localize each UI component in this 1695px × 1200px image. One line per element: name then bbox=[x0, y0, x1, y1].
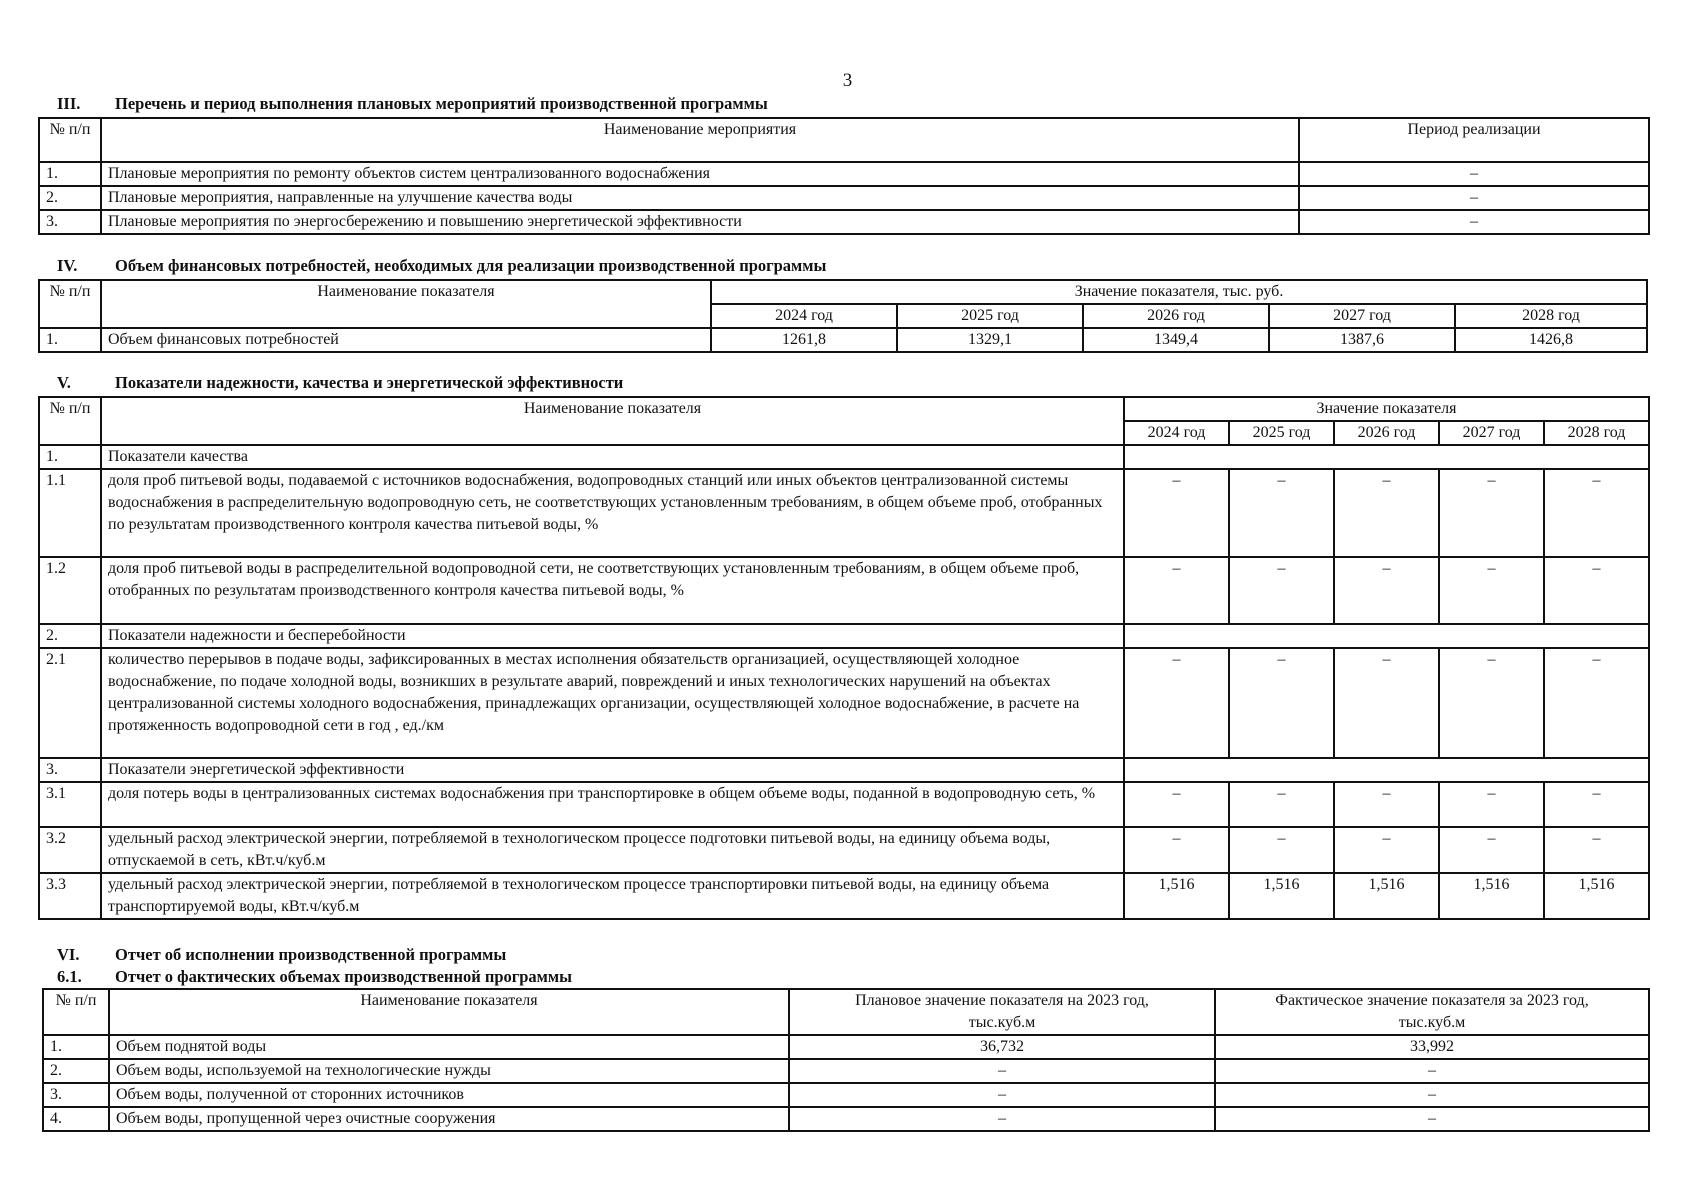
row-value: 1329,1 bbox=[897, 328, 1083, 352]
col-header-no: № п/п bbox=[39, 397, 101, 445]
row-name: количество перерывов в подаче воды, зафиксированных в местах исполнения обязательств организацией, осуществляющей холодное водоснабжение, по подаче холодной воды, возникших в результате аварий, повреждений и иных технологических нарушений на объектах централизованной системы холодного водоснабжения, принадлежащих организации, осуществляющей холодное водоснабжение, в расчете на протяженность водопроводной сети в год , ед./км bbox=[101, 648, 1124, 758]
col-header-fact: Фактическое значение показателя за 2023 год, тыс.куб.м bbox=[1215, 989, 1649, 1035]
row-period: – bbox=[1299, 186, 1649, 210]
row-value: 1,516 bbox=[1124, 873, 1229, 919]
row-no: 1. bbox=[39, 328, 101, 352]
table-row bbox=[39, 827, 1649, 873]
row-value: – bbox=[1124, 648, 1229, 758]
row-empty bbox=[1124, 758, 1649, 782]
row-value: – bbox=[1544, 782, 1649, 827]
col-header-no: № п/п bbox=[39, 118, 101, 162]
col-header-value: Значение показателя bbox=[1124, 397, 1649, 421]
section-6-1-number: 6.1. bbox=[57, 967, 82, 986]
row-value: – bbox=[1124, 782, 1229, 827]
row-value: – bbox=[1229, 557, 1334, 624]
row-name: Плановые мероприятия по энергосбережению и повышению энергетической эффективности bbox=[101, 210, 1299, 234]
row-value: – bbox=[1229, 827, 1334, 873]
table-row bbox=[43, 1107, 1649, 1131]
row-name: Объем воды, полученной от сторонних источников bbox=[109, 1083, 789, 1107]
col-header-year: 2026 год bbox=[1083, 304, 1269, 328]
row-no: 2. bbox=[39, 624, 101, 648]
row-value: – bbox=[1229, 782, 1334, 827]
row-value: – bbox=[1439, 782, 1544, 827]
row-no: 3.2 bbox=[39, 827, 101, 873]
section-4-heading: Объем финансовых потребностей, необходимых для реализации производственной программы bbox=[115, 256, 827, 275]
section-6-1-title bbox=[57, 967, 572, 987]
row-no: 2.1 bbox=[39, 648, 101, 758]
row-no: 1. bbox=[39, 445, 101, 469]
table-group-row bbox=[39, 624, 1649, 648]
row-no: 3.1 bbox=[39, 782, 101, 827]
section-4-number: IV. bbox=[57, 256, 78, 275]
row-value: – bbox=[1439, 648, 1544, 758]
row-no: 2. bbox=[43, 1059, 109, 1083]
col-header-year: 2025 год bbox=[1229, 421, 1334, 445]
row-value: – bbox=[1124, 557, 1229, 624]
table-header-row bbox=[39, 118, 1649, 162]
row-name: Объем финансовых потребностей bbox=[101, 328, 711, 352]
row-no: 4. bbox=[43, 1107, 109, 1131]
row-value: 1426,8 bbox=[1455, 328, 1647, 352]
table-row bbox=[39, 873, 1649, 919]
col-header-name: Наименование показателя bbox=[101, 280, 711, 328]
row-value: – bbox=[1124, 827, 1229, 873]
row-value: – bbox=[1439, 827, 1544, 873]
row-value: – bbox=[1334, 469, 1439, 557]
row-value: – bbox=[1439, 469, 1544, 557]
row-name: доля проб питьевой воды, подаваемой с источников водоснабжения, водопроводных станций или иных объектов централизованной системы водоснабжения в распределительную водопроводную сеть, не соответствующих установленным требованиям, в общем объеме проб, отобранных по результатам производственного контроля качества питьевой воды, % bbox=[101, 469, 1124, 557]
col-header-year: 2027 год bbox=[1269, 304, 1455, 328]
row-value: – bbox=[1439, 557, 1544, 624]
page-number: 3 bbox=[842, 70, 853, 91]
row-plan: – bbox=[789, 1107, 1215, 1131]
row-period: – bbox=[1299, 162, 1649, 186]
row-fact: – bbox=[1215, 1083, 1649, 1107]
section-6-heading: Отчет об исполнении производственной программы bbox=[115, 945, 507, 964]
table-row bbox=[39, 782, 1649, 827]
col-header-year: 2025 год bbox=[897, 304, 1083, 328]
col-header-year: 2024 год bbox=[1124, 421, 1229, 445]
row-value: 1,516 bbox=[1229, 873, 1334, 919]
row-value: 1349,4 bbox=[1083, 328, 1269, 352]
section-5-heading: Показатели надежности, качества и энергетической эффективности bbox=[115, 373, 624, 392]
row-value: – bbox=[1544, 557, 1649, 624]
row-value: – bbox=[1544, 469, 1649, 557]
row-value: 1,516 bbox=[1334, 873, 1439, 919]
table-indicators bbox=[38, 396, 1650, 920]
row-plan: – bbox=[789, 1083, 1215, 1107]
col-header-year: 2024 год bbox=[711, 304, 897, 328]
table-financial-needs bbox=[38, 279, 1648, 353]
row-name: доля проб питьевой воды в распределительной водопроводной сети, не соответствующих установленным требованиям, в общем объеме проб, отобранных по результатам производственного контроля качества питьевой воды, % bbox=[101, 557, 1124, 624]
row-value: – bbox=[1229, 648, 1334, 758]
col-header-year: 2028 год bbox=[1455, 304, 1647, 328]
row-name: Показатели надежности и бесперебойности bbox=[101, 624, 1124, 648]
row-value: – bbox=[1124, 469, 1229, 557]
row-value: – bbox=[1334, 648, 1439, 758]
row-name: Плановые мероприятия, направленные на улучшение качества воды bbox=[101, 186, 1299, 210]
table-row bbox=[43, 1059, 1649, 1083]
table-group-row bbox=[39, 758, 1649, 782]
row-no: 3.3 bbox=[39, 873, 101, 919]
table-header-row bbox=[39, 280, 1647, 304]
row-name: Объем поднятой воды bbox=[109, 1035, 789, 1059]
row-name: Объем воды, пропущенной через очистные сооружения bbox=[109, 1107, 789, 1131]
row-value: 1,516 bbox=[1439, 873, 1544, 919]
table-row bbox=[39, 210, 1649, 234]
table-activities bbox=[38, 117, 1650, 235]
row-name: удельный расход электрической энергии, потребляемой в технологическом процессе транспортировки питьевой воды, на единицу объема транспортируемой воды, кВт.ч/куб.м bbox=[101, 873, 1124, 919]
col-header-name: Наименование показателя bbox=[109, 989, 789, 1035]
row-fact: 33,992 bbox=[1215, 1035, 1649, 1059]
section-6-number: VI. bbox=[57, 945, 80, 964]
col-header-no: № п/п bbox=[43, 989, 109, 1035]
row-fact: – bbox=[1215, 1107, 1649, 1131]
table-header-row bbox=[39, 397, 1649, 421]
row-no: 1. bbox=[39, 162, 101, 186]
row-no: 1. bbox=[43, 1035, 109, 1059]
table-row bbox=[39, 648, 1649, 758]
row-name: Плановые мероприятия по ремонту объектов систем централизованного водоснабжения bbox=[101, 162, 1299, 186]
row-name: доля потерь воды в централизованных системах водоснабжения при транспортировке в общем объеме воды, поданной в водопроводную сеть, % bbox=[101, 782, 1124, 827]
section-5-number: V. bbox=[57, 373, 71, 392]
row-plan: 36,732 bbox=[789, 1035, 1215, 1059]
table-row bbox=[39, 328, 1647, 352]
table-row bbox=[39, 469, 1649, 557]
section-6-title bbox=[57, 945, 506, 965]
row-no: 1.2 bbox=[39, 557, 101, 624]
row-no: 2. bbox=[39, 186, 101, 210]
row-empty bbox=[1124, 624, 1649, 648]
col-header-year: 2027 год bbox=[1439, 421, 1544, 445]
row-value: 1,516 bbox=[1544, 873, 1649, 919]
row-no: 3. bbox=[39, 210, 101, 234]
row-name: Объем воды, используемой на технологические нужды bbox=[109, 1059, 789, 1083]
col-header-value: Значение показателя, тыс. руб. bbox=[711, 280, 1647, 304]
table-row bbox=[39, 557, 1649, 624]
row-empty bbox=[1124, 445, 1649, 469]
row-value: 1387,6 bbox=[1269, 328, 1455, 352]
row-no: 1.1 bbox=[39, 469, 101, 557]
col-header-no: № п/п bbox=[39, 280, 101, 328]
row-name: удельный расход электрической энергии, потребляемой в технологическом процессе подготовки питьевой воды, на единицу объема воды, отпускаемой в сеть, кВт.ч/куб.м bbox=[101, 827, 1124, 873]
row-no: 3. bbox=[43, 1083, 109, 1107]
row-value: – bbox=[1334, 557, 1439, 624]
section-5-title bbox=[57, 373, 623, 393]
row-value: 1261,8 bbox=[711, 328, 897, 352]
table-row bbox=[39, 186, 1649, 210]
row-no: 3. bbox=[39, 758, 101, 782]
row-value: – bbox=[1334, 827, 1439, 873]
col-header-name: Наименование показателя bbox=[101, 397, 1124, 445]
table-group-row bbox=[39, 445, 1649, 469]
row-value: – bbox=[1544, 648, 1649, 758]
row-plan: – bbox=[789, 1059, 1215, 1083]
row-name: Показатели качества bbox=[101, 445, 1124, 469]
row-period: – bbox=[1299, 210, 1649, 234]
section-3-heading: Перечень и период выполнения плановых мероприятий производственной программы bbox=[115, 94, 768, 113]
section-4-title bbox=[57, 256, 826, 276]
row-fact: – bbox=[1215, 1059, 1649, 1083]
section-3-number: III. bbox=[57, 94, 81, 113]
row-value: – bbox=[1334, 782, 1439, 827]
col-header-plan: Плановое значение показателя на 2023 год, тыс.куб.м bbox=[789, 989, 1215, 1035]
col-header-period: Период реализации bbox=[1299, 118, 1649, 162]
row-value: – bbox=[1544, 827, 1649, 873]
section-6-1-heading: Отчет о фактических объемах производственной программы bbox=[115, 967, 573, 986]
table-header-row bbox=[43, 989, 1649, 1035]
table-row bbox=[43, 1083, 1649, 1107]
col-header-year: 2026 год bbox=[1334, 421, 1439, 445]
row-value: – bbox=[1229, 469, 1334, 557]
col-header-year: 2028 год bbox=[1544, 421, 1649, 445]
table-row bbox=[39, 162, 1649, 186]
table-row bbox=[43, 1035, 1649, 1059]
table-actual-volumes bbox=[42, 988, 1650, 1132]
col-header-name: Наименование мероприятия bbox=[101, 118, 1299, 162]
row-name: Показатели энергетической эффективности bbox=[101, 758, 1124, 782]
section-3-title bbox=[57, 94, 768, 114]
